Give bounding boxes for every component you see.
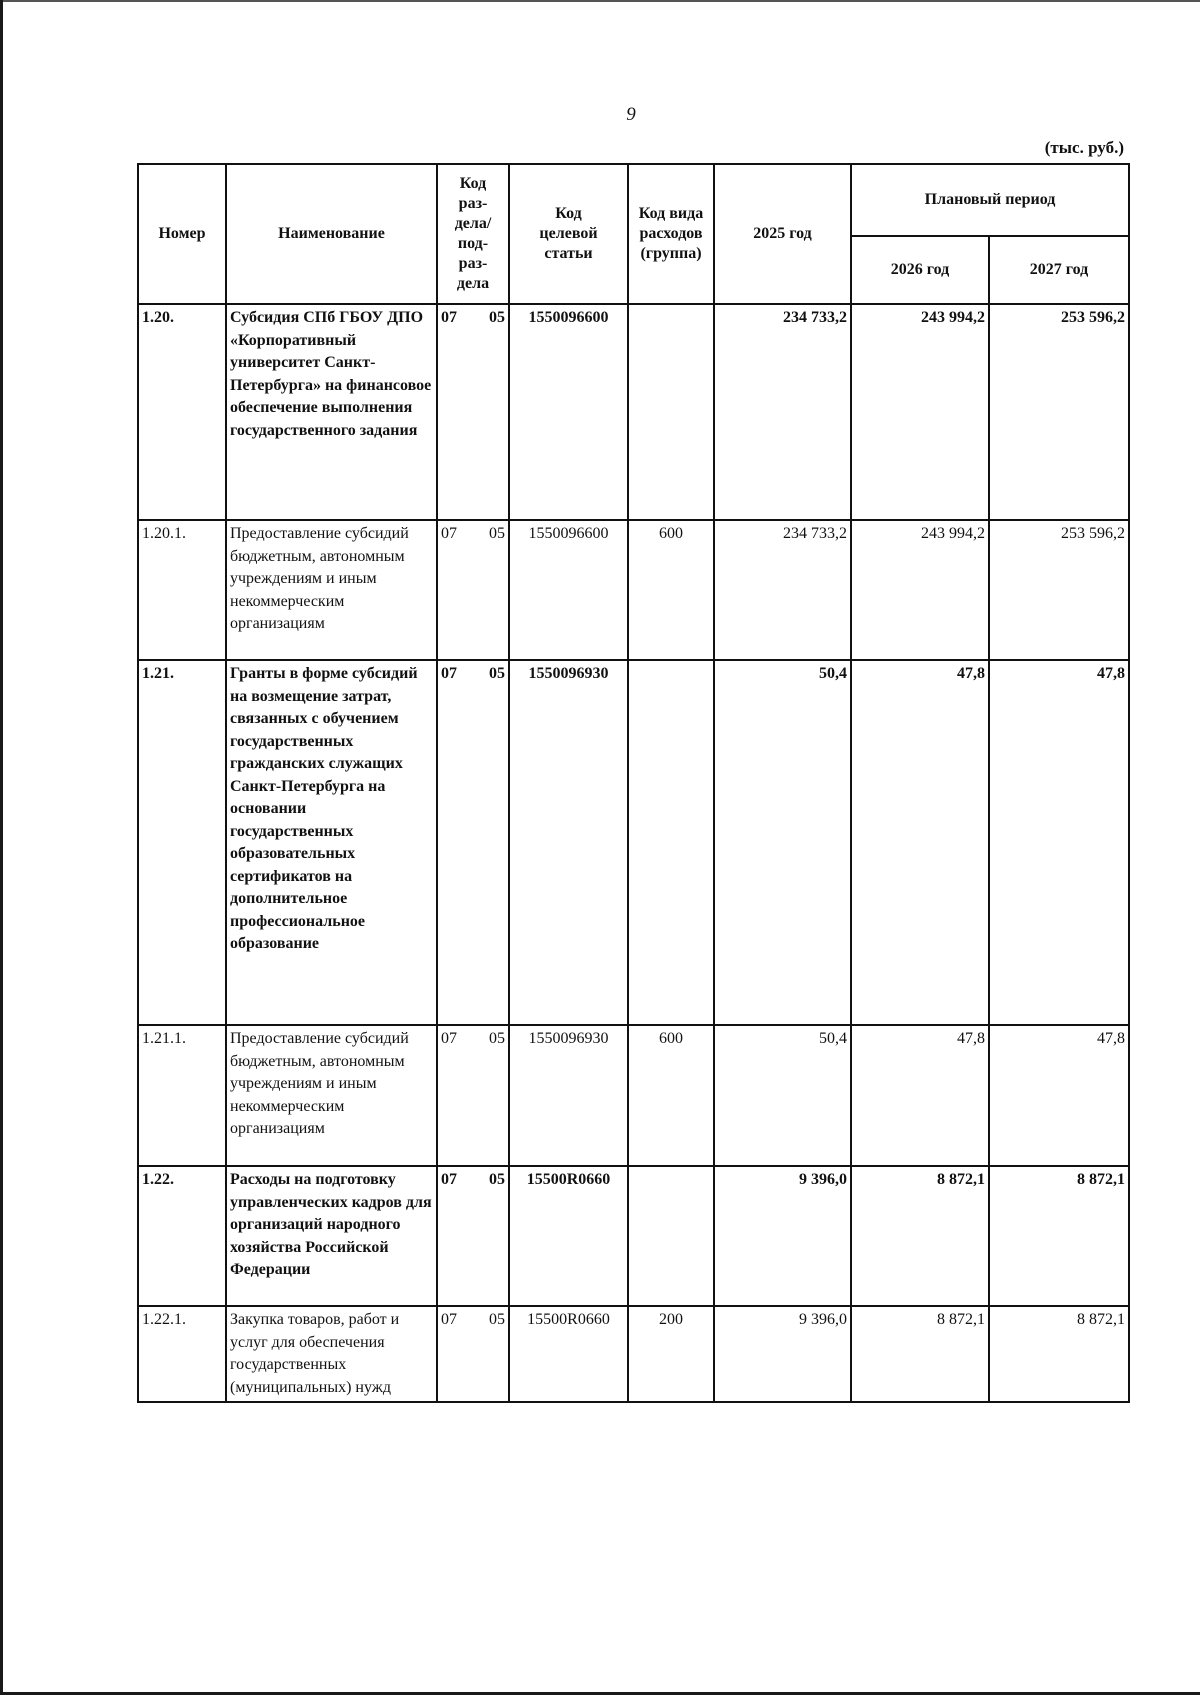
row-number: 1.22.1. xyxy=(138,1306,226,1402)
row-amount-2027: 47,8 xyxy=(989,660,1129,1025)
row-section-code xyxy=(437,1025,509,1166)
units-label: (тыс. руб.) xyxy=(1044,138,1124,157)
table-row xyxy=(138,520,1129,660)
row-expense-type xyxy=(628,1166,714,1306)
header-section: Код раз- дела/ под- раз- дела xyxy=(437,164,509,304)
row-target-code: 15500R0660 xyxy=(509,1166,628,1306)
row-subsection: 05 xyxy=(489,665,505,682)
row-subsection: 05 xyxy=(489,1171,505,1188)
page-number: 9 xyxy=(626,104,636,125)
row-subsection: 05 xyxy=(489,309,505,326)
row-subsection: 05 xyxy=(489,525,505,542)
row-number: 1.20.1. xyxy=(138,520,226,660)
table-row xyxy=(138,1306,1129,1402)
table-header xyxy=(138,164,1129,304)
row-section: 07 xyxy=(441,525,457,542)
row-name: Предоставление субсидий бюджетным, автономным учреждениям и иным некоммерческим организациям xyxy=(226,520,437,660)
row-expense-type xyxy=(628,660,714,1025)
row-name: Субсидия СПб ГБОУ ДПО «Корпоративный университет Санкт-Петербурга» на финансовое обеспечение выполнения государственного задания xyxy=(226,304,437,520)
row-amount-2026: 47,8 xyxy=(851,1025,989,1166)
row-amount-2026: 243 994,2 xyxy=(851,520,989,660)
header-year-2027: 2027 год xyxy=(989,236,1129,304)
header-year-2025: 2025 год xyxy=(714,164,851,304)
row-amount-2027: 253 596,2 xyxy=(989,520,1129,660)
row-section-code xyxy=(437,1166,509,1306)
row-section: 07 xyxy=(441,1311,457,1328)
row-section-code xyxy=(437,660,509,1025)
page-left-edge xyxy=(0,0,3,1695)
row-number: 1.21.1. xyxy=(138,1025,226,1166)
page-top-edge xyxy=(0,0,1200,2)
row-expense-type: 200 xyxy=(628,1306,714,1402)
row-number: 1.21. xyxy=(138,660,226,1025)
row-target-code: 1550096930 xyxy=(509,660,628,1025)
row-amount-2025: 234 733,2 xyxy=(714,520,851,660)
row-name: Расходы на подготовку управленческих кадров для организаций народного хозяйства Российской Федерации xyxy=(226,1166,437,1306)
header-target: Код целевой статьи xyxy=(509,164,628,304)
header-year-2026: 2026 год xyxy=(851,236,989,304)
row-number: 1.22. xyxy=(138,1166,226,1306)
row-amount-2026: 8 872,1 xyxy=(851,1306,989,1402)
row-amount-2027: 8 872,1 xyxy=(989,1306,1129,1402)
row-amount-2025: 9 396,0 xyxy=(714,1306,851,1402)
row-target-code: 15500R0660 xyxy=(509,1306,628,1402)
row-section-code xyxy=(437,304,509,520)
row-section: 07 xyxy=(441,309,457,326)
header-number: Номер xyxy=(138,164,226,304)
row-amount-2025: 234 733,2 xyxy=(714,304,851,520)
row-amount-2027: 253 596,2 xyxy=(989,304,1129,520)
row-section: 07 xyxy=(441,1030,457,1047)
table-row xyxy=(138,1166,1129,1306)
row-target-code: 1550096600 xyxy=(509,304,628,520)
row-number: 1.20. xyxy=(138,304,226,520)
row-subsection: 05 xyxy=(489,1311,505,1328)
row-section: 07 xyxy=(441,665,457,682)
header-name: Наименование xyxy=(226,164,437,304)
row-name: Предоставление субсидий бюджетным, автономным учреждениям и иным некоммерческим организациям xyxy=(226,1025,437,1166)
row-amount-2026: 8 872,1 xyxy=(851,1166,989,1306)
row-amount-2027: 47,8 xyxy=(989,1025,1129,1166)
row-target-code: 1550096930 xyxy=(509,1025,628,1166)
row-section-code xyxy=(437,1306,509,1402)
row-name: Закупка товаров, работ и услуг для обеспечения государственных (муниципальных) нужд xyxy=(226,1306,437,1402)
row-section: 07 xyxy=(441,1171,457,1188)
row-expense-type xyxy=(628,304,714,520)
row-expense-type: 600 xyxy=(628,520,714,660)
row-amount-2027: 8 872,1 xyxy=(989,1166,1129,1306)
row-name: Гранты в форме субсидий на возмещение затрат, связанных с обучением государственных гражданских служащих Санкт-Петербурга на основании государственных образовательных сертификатов на дополнительное профессиональное образование xyxy=(226,660,437,1025)
row-amount-2025: 50,4 xyxy=(714,660,851,1025)
row-amount-2026: 47,8 xyxy=(851,660,989,1025)
row-section-code xyxy=(437,520,509,660)
budget-table xyxy=(137,163,1130,1403)
row-amount-2025: 50,4 xyxy=(714,1025,851,1166)
row-amount-2026: 243 994,2 xyxy=(851,304,989,520)
header-expense-type: Код вида расходов (группа) xyxy=(628,164,714,304)
row-expense-type: 600 xyxy=(628,1025,714,1166)
row-target-code: 1550096600 xyxy=(509,520,628,660)
row-subsection: 05 xyxy=(489,1030,505,1047)
table-body xyxy=(138,304,1129,1402)
table-row xyxy=(138,1025,1129,1166)
header-planned-period: Плановый период xyxy=(851,164,1129,236)
table-row xyxy=(138,304,1129,520)
row-amount-2025: 9 396,0 xyxy=(714,1166,851,1306)
table-row xyxy=(138,660,1129,1025)
